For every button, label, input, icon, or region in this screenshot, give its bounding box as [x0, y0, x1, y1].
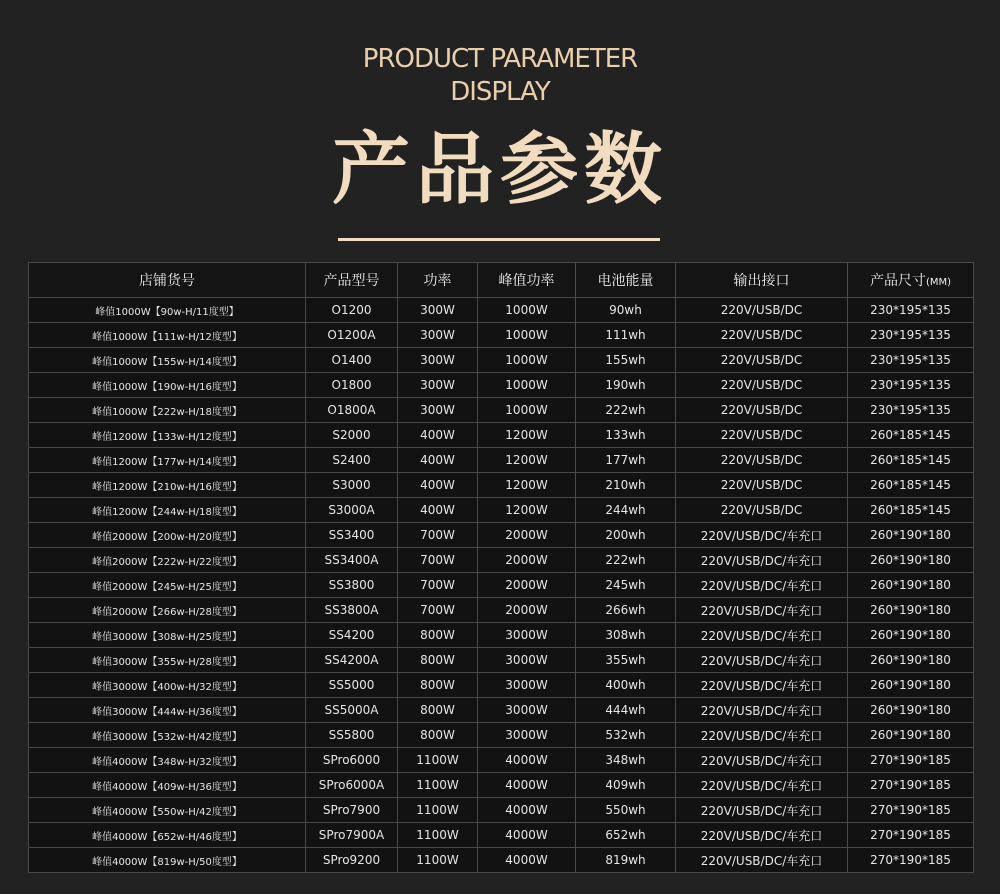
peak-power-cell: 1200W — [478, 448, 576, 473]
peak-power-cell: 1000W — [478, 298, 576, 323]
output-ports-cell: 220V/USB/DC/车充口 — [676, 748, 848, 773]
size-cell: 260*190*180 — [848, 698, 974, 723]
battery-energy-cell: 355wh — [576, 648, 676, 673]
battery-energy-cell: 266wh — [576, 598, 676, 623]
shop-sku-cell: 峰值4000W【550w-H/42度型】 — [29, 798, 306, 823]
peak-power-cell: 1200W — [478, 498, 576, 523]
output-ports-cell: 220V/USB/DC/车充口 — [676, 698, 848, 723]
peak-power-cell: 4000W — [478, 848, 576, 873]
shop-sku-cell: 峰值1000W【111w-H/12度型】 — [29, 323, 306, 348]
size-cell: 230*195*135 — [848, 298, 974, 323]
shop-sku-cell: 峰值1200W【133w-H/12度型】 — [29, 423, 306, 448]
table-header-row — [29, 263, 974, 298]
peak-power-cell: 3000W — [478, 623, 576, 648]
title-en-line2: DISPLAY — [450, 77, 550, 107]
shop-sku-cell: 峰值2000W【245w-H/25度型】 — [29, 573, 306, 598]
shop-sku-cell: 峰值1000W【222w-H/18度型】 — [29, 398, 306, 423]
power-cell: 800W — [398, 623, 478, 648]
table-row — [29, 773, 974, 798]
column-header-output-ports: 输出接口 — [676, 263, 848, 298]
table-row — [29, 473, 974, 498]
battery-energy-cell: 111wh — [576, 323, 676, 348]
size-header-label: 产品尺寸 — [869, 273, 926, 289]
shop-sku-cell: 峰值4000W【409w-H/36度型】 — [29, 773, 306, 798]
shop-sku-cell: 峰值1200W【177w-H/14度型】 — [29, 448, 306, 473]
peak-power-cell: 1000W — [478, 398, 576, 423]
shop-sku-cell: 峰值3000W【532w-H/42度型】 — [29, 723, 306, 748]
output-ports-cell: 220V/USB/DC/车充口 — [676, 723, 848, 748]
table-row — [29, 523, 974, 548]
table-row — [29, 573, 974, 598]
battery-energy-cell: 155wh — [576, 348, 676, 373]
output-ports-cell: 220V/USB/DC/车充口 — [676, 673, 848, 698]
output-ports-cell: 220V/USB/DC/车充口 — [676, 623, 848, 648]
battery-energy-cell: 245wh — [576, 573, 676, 598]
model-cell: SPro7900 — [306, 798, 398, 823]
shop-sku-cell: 峰值4000W【819w-H/50度型】 — [29, 848, 306, 873]
table-row — [29, 848, 974, 873]
model-cell: O1200 — [306, 298, 398, 323]
table-row — [29, 398, 974, 423]
table-row — [29, 798, 974, 823]
model-cell: SPro6000 — [306, 748, 398, 773]
size-cell: 270*190*185 — [848, 848, 974, 873]
peak-power-cell: 4000W — [478, 798, 576, 823]
power-cell: 700W — [398, 573, 478, 598]
size-cell: 260*185*145 — [848, 473, 974, 498]
model-cell: SS4200 — [306, 623, 398, 648]
output-ports-cell: 220V/USB/DC — [676, 473, 848, 498]
column-header-power: 功率 — [398, 263, 478, 298]
size-unit-label: (MM) — [925, 277, 952, 288]
shop-sku-cell: 峰值3000W【400w-H/32度型】 — [29, 673, 306, 698]
peak-power-cell: 2000W — [478, 523, 576, 548]
size-cell: 230*195*135 — [848, 323, 974, 348]
battery-energy-cell: 210wh — [576, 473, 676, 498]
battery-energy-cell: 133wh — [576, 423, 676, 448]
size-cell: 230*195*135 — [848, 398, 974, 423]
size-cell: 260*190*180 — [848, 723, 974, 748]
size-cell: 270*190*185 — [848, 798, 974, 823]
output-ports-cell: 220V/USB/DC/车充口 — [676, 523, 848, 548]
power-cell: 300W — [398, 323, 478, 348]
power-cell: 1100W — [398, 748, 478, 773]
header — [0, 0, 1000, 262]
peak-power-cell: 3000W — [478, 648, 576, 673]
peak-power-cell: 1200W — [478, 423, 576, 448]
power-cell: 1100W — [398, 823, 478, 848]
power-cell: 400W — [398, 473, 478, 498]
battery-energy-cell: 444wh — [576, 698, 676, 723]
output-ports-cell: 220V/USB/DC/车充口 — [676, 648, 848, 673]
model-cell: SS5000A — [306, 698, 398, 723]
peak-power-cell: 4000W — [478, 773, 576, 798]
peak-power-cell: 3000W — [478, 723, 576, 748]
power-cell: 800W — [398, 723, 478, 748]
output-ports-cell: 220V/USB/DC — [676, 373, 848, 398]
shop-sku-cell: 峰值1200W【210w-H/16度型】 — [29, 473, 306, 498]
output-ports-cell: 220V/USB/DC/车充口 — [676, 848, 848, 873]
size-cell: 230*195*135 — [848, 348, 974, 373]
battery-energy-cell: 308wh — [576, 623, 676, 648]
table-row — [29, 298, 974, 323]
power-cell: 400W — [398, 423, 478, 448]
table-row — [29, 323, 974, 348]
table-row — [29, 723, 974, 748]
table-row — [29, 648, 974, 673]
shop-sku-cell: 峰值2000W【222w-H/22度型】 — [29, 548, 306, 573]
size-cell: 260*190*180 — [848, 623, 974, 648]
peak-power-cell: 2000W — [478, 548, 576, 573]
battery-energy-cell: 400wh — [576, 673, 676, 698]
power-cell: 700W — [398, 548, 478, 573]
model-cell: S2000 — [306, 423, 398, 448]
table-row — [29, 748, 974, 773]
peak-power-cell: 1200W — [478, 473, 576, 498]
shop-sku-cell: 峰值2000W【200w-H/20度型】 — [29, 523, 306, 548]
size-cell: 260*190*180 — [848, 573, 974, 598]
output-ports-cell: 220V/USB/DC — [676, 323, 848, 348]
battery-energy-cell: 90wh — [576, 298, 676, 323]
battery-energy-cell: 190wh — [576, 373, 676, 398]
power-cell: 700W — [398, 598, 478, 623]
model-cell: SPro9200 — [306, 848, 398, 873]
model-cell: O1800A — [306, 398, 398, 423]
table-row — [29, 673, 974, 698]
size-cell: 270*190*185 — [848, 773, 974, 798]
size-cell: 260*185*145 — [848, 423, 974, 448]
shop-sku-cell: 峰值3000W【308w-H/25度型】 — [29, 623, 306, 648]
model-cell: SPro6000A — [306, 773, 398, 798]
shop-sku-cell: 峰值4000W【348w-H/32度型】 — [29, 748, 306, 773]
power-cell: 400W — [398, 448, 478, 473]
table-row — [29, 698, 974, 723]
size-cell: 230*195*135 — [848, 373, 974, 398]
output-ports-cell: 220V/USB/DC — [676, 298, 848, 323]
peak-power-cell: 3000W — [478, 698, 576, 723]
output-ports-cell: 220V/USB/DC/车充口 — [676, 598, 848, 623]
table-row — [29, 823, 974, 848]
product-parameter-table — [28, 262, 974, 873]
peak-power-cell: 2000W — [478, 573, 576, 598]
model-cell: O1200A — [306, 323, 398, 348]
power-cell: 1100W — [398, 848, 478, 873]
battery-energy-cell: 177wh — [576, 448, 676, 473]
table-row — [29, 423, 974, 448]
peak-power-cell: 3000W — [478, 673, 576, 698]
size-cell: 270*190*185 — [848, 823, 974, 848]
title-en-line1: PRODUCT PARAMETER — [362, 44, 638, 74]
model-cell: S3000 — [306, 473, 398, 498]
power-cell: 800W — [398, 648, 478, 673]
peak-power-cell: 1000W — [478, 373, 576, 398]
battery-energy-cell: 222wh — [576, 548, 676, 573]
model-cell: S2400 — [306, 448, 398, 473]
table-row — [29, 448, 974, 473]
model-cell: SS4200A — [306, 648, 398, 673]
table-row — [29, 348, 974, 373]
shop-sku-cell: 峰值1000W【190w-H/16度型】 — [29, 373, 306, 398]
peak-power-cell: 4000W — [478, 748, 576, 773]
peak-power-cell: 2000W — [478, 598, 576, 623]
column-header-shop-sku: 店铺货号 — [29, 263, 306, 298]
shop-sku-cell: 峰值4000W【652w-H/46度型】 — [29, 823, 306, 848]
output-ports-cell: 220V/USB/DC/车充口 — [676, 573, 848, 598]
power-cell: 300W — [398, 348, 478, 373]
battery-energy-cell: 200wh — [576, 523, 676, 548]
power-cell: 300W — [398, 298, 478, 323]
shop-sku-cell: 峰值1000W【90w-H/11度型】 — [29, 298, 306, 323]
shop-sku-cell: 峰值1000W【155w-H/14度型】 — [29, 348, 306, 373]
power-cell: 1100W — [398, 798, 478, 823]
model-cell: O1800 — [306, 373, 398, 398]
shop-sku-cell: 峰值3000W【444w-H/36度型】 — [29, 698, 306, 723]
output-ports-cell: 220V/USB/DC — [676, 448, 848, 473]
battery-energy-cell: 222wh — [576, 398, 676, 423]
battery-energy-cell: 532wh — [576, 723, 676, 748]
table-row — [29, 373, 974, 398]
power-cell: 800W — [398, 673, 478, 698]
table-row — [29, 623, 974, 648]
model-cell: SS3400A — [306, 548, 398, 573]
size-cell: 260*185*145 — [848, 498, 974, 523]
power-cell: 400W — [398, 498, 478, 523]
table-row — [29, 548, 974, 573]
model-cell: SS3400 — [306, 523, 398, 548]
peak-power-cell: 1000W — [478, 323, 576, 348]
size-cell: 270*190*185 — [848, 748, 974, 773]
model-cell: SS3800A — [306, 598, 398, 623]
column-header-peak-power: 峰值功率 — [478, 263, 576, 298]
title-underline — [338, 238, 660, 241]
power-cell: 300W — [398, 373, 478, 398]
model-cell: S3000A — [306, 498, 398, 523]
column-header-battery-energy: 电池能量 — [576, 263, 676, 298]
size-cell: 260*190*180 — [848, 673, 974, 698]
peak-power-cell: 4000W — [478, 823, 576, 848]
battery-energy-cell: 652wh — [576, 823, 676, 848]
size-cell: 260*190*180 — [848, 523, 974, 548]
output-ports-cell: 220V/USB/DC — [676, 348, 848, 373]
battery-energy-cell: 409wh — [576, 773, 676, 798]
output-ports-cell: 220V/USB/DC — [676, 398, 848, 423]
table-row — [29, 598, 974, 623]
size-cell: 260*185*145 — [848, 448, 974, 473]
column-header-model: 产品型号 — [306, 263, 398, 298]
model-cell: SS3800 — [306, 573, 398, 598]
battery-energy-cell: 819wh — [576, 848, 676, 873]
shop-sku-cell: 峰值3000W【355w-H/28度型】 — [29, 648, 306, 673]
power-cell: 800W — [398, 698, 478, 723]
model-cell: SS5000 — [306, 673, 398, 698]
power-cell: 300W — [398, 398, 478, 423]
model-cell: SS5800 — [306, 723, 398, 748]
battery-energy-cell: 348wh — [576, 748, 676, 773]
power-cell: 700W — [398, 523, 478, 548]
shop-sku-cell: 峰值1200W【244w-H/18度型】 — [29, 498, 306, 523]
column-header-size — [848, 263, 974, 298]
table-body — [29, 298, 974, 873]
battery-energy-cell: 550wh — [576, 798, 676, 823]
peak-power-cell: 1000W — [478, 348, 576, 373]
page-title: 产品参数 — [331, 125, 668, 215]
power-cell: 1100W — [398, 773, 478, 798]
size-cell: 260*190*180 — [848, 598, 974, 623]
output-ports-cell: 220V/USB/DC/车充口 — [676, 798, 848, 823]
output-ports-cell: 220V/USB/DC/车充口 — [676, 773, 848, 798]
size-cell: 260*190*180 — [848, 648, 974, 673]
model-cell: SPro7900A — [306, 823, 398, 848]
table-row — [29, 498, 974, 523]
output-ports-cell: 220V/USB/DC/车充口 — [676, 548, 848, 573]
shop-sku-cell: 峰值2000W【266w-H/28度型】 — [29, 598, 306, 623]
model-cell: O1400 — [306, 348, 398, 373]
output-ports-cell: 220V/USB/DC — [676, 498, 848, 523]
output-ports-cell: 220V/USB/DC/车充口 — [676, 823, 848, 848]
battery-energy-cell: 244wh — [576, 498, 676, 523]
size-cell: 260*190*180 — [848, 548, 974, 573]
output-ports-cell: 220V/USB/DC — [676, 423, 848, 448]
